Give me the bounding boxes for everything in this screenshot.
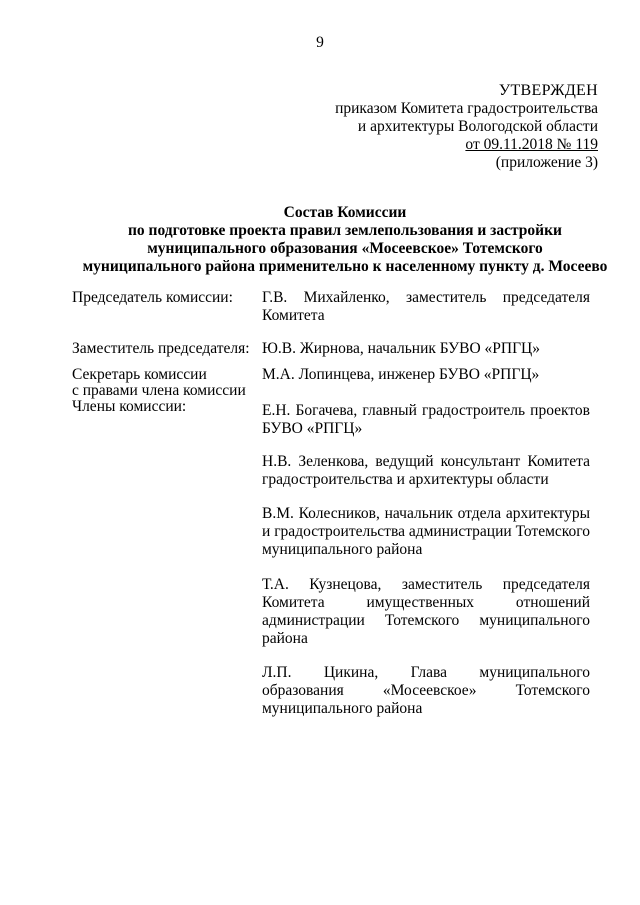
approval-block [335,82,598,172]
role-label-chair: Председатель комиссии: [72,289,233,306]
approval-line: приказом Комитета градостроительства [335,100,598,117]
member-entry: Л.П. Цикина, Глава муниципального образования «Мосеевское» Тотемского муниципального района [262,664,590,717]
role-label-line: с правами члена комиссии [72,382,246,399]
member-entry-secretary: М.А. Лопинцева, инженер БУВО «РПГЦ» [262,366,540,383]
member-entry: Н.В. Зеленкова, ведущий консультант Комитета градостроительства и архитектуры области [262,453,590,488]
title-line: Состав Комиссии [283,204,407,221]
document-title [50,204,640,276]
member-entry-deputy: Ю.В. Жирнова, начальник БУВО «РПГЦ» [262,340,540,357]
title-line: по подготовке проекта правил землепользования и застройки [128,222,562,239]
page-number: 9 [316,34,324,51]
role-label-deputy: Заместитель председателя: [72,340,250,357]
member-entry-chair: Г.В. Михайленко, заместитель председателя Комитета [262,289,590,324]
member-entry: В.М. Колесников, начальник отдела архитектуры и градостроительства администрации Тотемского муниципального района [262,505,590,558]
order-reference: от 09.11.2018 № 119 [465,136,598,153]
member-entry: Т.А. Кузнецова, заместитель председателя Комитета имущественных отношений администрации Тотемского муниципального района [262,576,590,647]
member-entry: Е.Н. Богачева, главный градостроитель проектов БУВО «РПГЦ» [262,402,590,437]
role-label-line: Секретарь комиссии [72,366,207,383]
title-line: муниципального образования «Мосеевское» Тотемского [147,240,543,257]
role-label-members: Члены комиссии: [72,398,187,415]
approval-heading: УТВЕРЖДЕН [498,82,598,99]
approval-line: и архитектуры Вологодской области [357,118,598,135]
appendix-note: (приложение 3) [495,154,598,171]
role-label-secretary [72,367,246,415]
title-line: муниципального района применительно к населенному пункту д. Мосеево [82,258,608,275]
